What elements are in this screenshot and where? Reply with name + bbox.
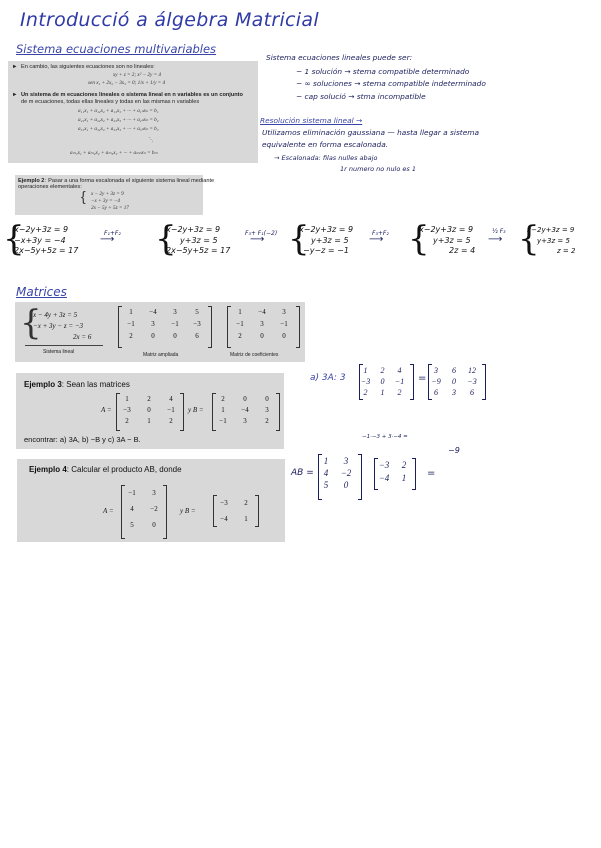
matrix-cell: −9 <box>431 377 441 386</box>
equation: −y−z = −1 <box>303 246 349 255</box>
matrix-cell: 1 <box>244 515 248 523</box>
brace: { <box>3 219 25 259</box>
bracket-right <box>208 306 212 348</box>
matrix-cell: 0 <box>152 521 156 529</box>
arrow-icon: ⟶ <box>488 234 503 245</box>
handwritten-scratch: −1·−3 + 3·−4 = <box>362 434 408 440</box>
matrix-cell: −4 <box>241 406 249 414</box>
matrix-cell: 3 <box>260 320 264 328</box>
example-2-eq: x − 2y + 3z = 9 <box>91 191 124 197</box>
note-line: − ∞ soluciones → stema compatible indeterminado <box>296 79 486 88</box>
matrix-cell: 3 <box>243 417 247 425</box>
matrix-a <box>121 489 165 529</box>
brace: { <box>518 219 540 259</box>
label-augmented-matrix: Matriz ampliada <box>143 352 179 358</box>
matrix-cell: 0 <box>343 480 349 490</box>
matrix-cell: −2 <box>150 505 158 513</box>
example-2-box <box>15 175 215 215</box>
arrow-icon: ⟶ <box>369 234 384 245</box>
note-resolution-heading: Resolución sistema lineal → <box>260 116 363 125</box>
handwritten-3a-label: a) 3A: 3 <box>310 373 346 383</box>
handwritten-ab-label: AB = <box>291 468 314 478</box>
example-4-title: Ejemplo 4 <box>29 465 67 474</box>
bracket-right <box>276 393 280 431</box>
matrix-cell: 5 <box>130 521 134 529</box>
label-coefficient-matrix: Matriz de coeficientes <box>230 352 279 358</box>
note-system-types: Sistema ecuaciones lineales puede ser: <box>266 53 413 62</box>
equation: −x + 3y − z = −3 <box>33 322 84 330</box>
nonlinear-eq-b: sen x₁ + 2x₂ − 3x₃ = 0; 1/x + 1/y = 4 <box>88 80 166 86</box>
matrices-box <box>15 302 305 362</box>
operation-label: F₁+F₂ <box>104 230 121 237</box>
system-step-3 <box>299 225 353 257</box>
bracket-right <box>255 495 259 527</box>
example-4-text: : Calcular el producto AB, donde <box>66 465 182 474</box>
general-eq-1: a₁₁x₁ + a₁₂x₂ + a₁₃x₃ + ··· + a₁ₙxₙ = b₁ <box>78 108 159 114</box>
matrix-cell: −1 <box>394 377 405 386</box>
section-heading-matrices: Matrices <box>16 285 67 299</box>
matrix-cell: 0 <box>151 332 155 340</box>
matrix-cell: 1 <box>401 473 407 483</box>
note-line: Utilizamos eliminación gaussiana — hasta llegar a sistema <box>262 128 479 137</box>
note-line: − 1 solución → stema compatible determinado <box>296 67 470 76</box>
matrix-b-label: y B = <box>188 406 204 414</box>
arrow-icon: ⟶ <box>100 234 115 245</box>
arrow-icon: ⟶ <box>250 234 265 245</box>
matrix-cell: 1 <box>380 388 385 397</box>
matrix-cell: −3 <box>378 460 390 470</box>
label-linear-system: Sistema lineal <box>43 349 75 355</box>
matrix-cell: −4 <box>258 308 266 316</box>
bracket-right <box>163 485 167 539</box>
matrix-cell: 1 <box>129 308 133 316</box>
matrix-cell: −4 <box>149 308 157 316</box>
brace: { <box>155 219 177 259</box>
matrix-cell: −1 <box>171 320 179 328</box>
general-eq-m: aₘ₁x₁ + aₘ₂x₂ + aₘ₃x₃ + ··· + aₘₙxₙ = bₘ <box>70 150 158 156</box>
example-2-text: : Pasar a una forma escalonada el siguiente sistema lineal mediante <box>45 178 215 184</box>
matrix-cell: 1 <box>147 417 151 425</box>
matrix-cell: 3 <box>151 320 155 328</box>
augmented-matrix <box>120 308 208 340</box>
matrix-cell: −1 <box>236 320 244 328</box>
equation: y+3z = 5 <box>433 235 471 245</box>
matrix-cell: −1 <box>167 406 175 414</box>
matrix-cell: 3 <box>152 489 156 497</box>
equals-sign: = <box>427 468 436 479</box>
brace: { <box>20 303 42 343</box>
matrix-cell: 2 <box>129 332 133 340</box>
matrix-cell: 0 <box>265 395 269 403</box>
section-heading-systems: Sistema ecuaciones multivariables <box>16 42 217 56</box>
matrix-cell: 2 <box>401 460 407 470</box>
equation: 2x = 6 <box>73 333 92 341</box>
bracket-right <box>482 364 486 400</box>
bracket-right <box>412 458 416 490</box>
bracket-right <box>410 364 414 400</box>
bracket-right <box>358 454 362 500</box>
matrix-cell: −4 <box>378 473 390 483</box>
equation: x−2y+3z = 9 <box>14 225 69 234</box>
bullet-icon: ► <box>12 92 18 98</box>
matrix-cell: 2 <box>238 332 242 340</box>
brace: { <box>288 219 310 259</box>
handwritten-matrix-a <box>316 456 356 490</box>
matrix-cell: 2 <box>244 499 248 507</box>
matrix-cell: 2 <box>147 395 151 403</box>
example-2-text: operaciones elementales: <box>18 184 82 190</box>
note-line: − cap solució → stma incompatible <box>296 92 426 101</box>
matrix-a-label: A = <box>103 507 114 515</box>
example-4-box <box>17 459 285 542</box>
matrix-cell: 4 <box>323 468 329 478</box>
nonlinear-eq-a: xy + z = 2; x² − 2y = 4 <box>113 72 161 78</box>
box-text: En cambio, las siguientes ecuaciones son no lineales: <box>21 64 155 70</box>
matrix-cell: −3 <box>220 499 228 507</box>
matrix-cell: 0 <box>173 332 177 340</box>
operation-label: ½ F₃ <box>492 228 506 235</box>
matrix-b <box>212 395 278 425</box>
equation: x−2y+3z = 9 <box>419 225 474 234</box>
example-2-eq: −x + 3y = −4 <box>91 198 120 204</box>
example-3-heading <box>24 380 130 389</box>
matrix-cell: 4 <box>169 395 173 403</box>
example-2-eq: 2x − 5y + 5z = 17 <box>91 205 129 211</box>
matrix-b <box>213 499 257 523</box>
bracket-right <box>180 393 184 431</box>
matrix-cell: 0 <box>452 377 456 386</box>
matrix-cell: 1 <box>363 366 368 375</box>
matrix-cell: 4 <box>130 505 134 513</box>
equation: 2z = 4 <box>449 246 476 255</box>
page-title: Introducció a álgebra Matricial <box>20 9 319 31</box>
handwritten-matrix-b <box>374 460 414 483</box>
example-4-heading <box>29 465 182 474</box>
box-text: de m ecuaciones, todas ellas lineales y todas en las mismas n variables <box>21 99 200 105</box>
matrix-cell: 6 <box>195 332 199 340</box>
matrix-cell: −1 <box>280 320 288 328</box>
matrix-cell: 0 <box>147 406 151 414</box>
matrix-cell: −1 <box>127 320 135 328</box>
bracket-right <box>296 306 300 348</box>
coefficient-matrix <box>229 308 295 340</box>
note-line: → Escalonada: filas nulles abajo <box>274 154 378 162</box>
ellipsis: ⋱ <box>148 137 154 143</box>
brace: { <box>81 188 86 204</box>
equation: y+3z = 5 <box>180 235 218 245</box>
matrix-cell: 1 <box>221 406 225 414</box>
matrix-cell: −1 <box>219 417 227 425</box>
underbrace <box>25 345 103 346</box>
box-text: Un sistema de m ecuaciones lineales o sistema lineal en n variables es un conjunto <box>21 92 243 98</box>
general-eq-2: a₂₁x₁ + a₂₂x₂ + a₂₃x₃ + ··· + a₂ₙxₙ = b₂ <box>78 117 159 123</box>
matrix-cell: 12 <box>468 366 476 375</box>
equation: x − 4y + 3z = 5 <box>33 311 78 319</box>
matrix-cell: 1 <box>125 395 129 403</box>
bullet-icon: ► <box>12 64 18 70</box>
linear-system <box>33 310 91 343</box>
handwritten-result-3a <box>427 366 481 397</box>
matrix-cell: 2 <box>265 417 269 425</box>
gauss-elimination-chain <box>0 218 601 270</box>
matrix-cell: 2 <box>169 417 173 425</box>
matrix-cell: 5 <box>323 480 329 490</box>
matrix-cell: 3 <box>452 388 456 397</box>
matrix-cell: 3 <box>173 308 177 316</box>
system-step-5 <box>527 225 575 257</box>
equation: x−2y+3z = 9 <box>166 225 221 234</box>
equation: x−2y+3z = 9 <box>527 226 575 234</box>
matrix-cell: −1 <box>128 489 136 497</box>
handwritten-result-entry: −9 <box>448 446 460 455</box>
matrix-a-label: A = <box>101 406 112 414</box>
matrix-cell: 0 <box>243 395 247 403</box>
matrix-cell: 3 <box>343 456 349 466</box>
note-line: equivalente en forma escalonada. <box>262 140 389 149</box>
handwritten-matrix-a <box>357 366 408 397</box>
example-3-text: : Sean las matrices <box>61 380 130 389</box>
equation: y+3z = 5 <box>537 236 570 245</box>
matrix-cell: 6 <box>470 388 474 397</box>
brace: { <box>408 219 430 259</box>
definition-box <box>8 61 258 163</box>
matrix-cell: 2 <box>221 395 225 403</box>
matrix-cell: 3 <box>265 406 269 414</box>
system-step-2 <box>166 225 230 257</box>
general-eq-3: a₃₁x₁ + a₃₂x₂ + a₃₃x₃ + ··· + a₃ₙxₙ = b₃ <box>78 126 159 132</box>
matrix-cell: −3 <box>467 377 477 386</box>
example-2-title: Ejemplo 2 <box>18 178 45 184</box>
matrix-cell: 0 <box>380 377 385 386</box>
equation: −x+3y = −4 <box>14 235 66 245</box>
operation-label: F₃+F₂ <box>372 230 389 237</box>
equation: x−2y+3z = 9 <box>299 225 354 234</box>
matrix-cell: 2 <box>363 388 368 397</box>
example-3-task: encontrar: a) 3A, b) −B y c) 3A − B. <box>24 435 141 444</box>
matrix-cell: −3 <box>193 320 201 328</box>
operation-label: F₃+ F₁(−2) <box>245 230 278 237</box>
matrix-a <box>116 395 182 425</box>
matrix-cell: 2 <box>125 417 129 425</box>
matrix-cell: 1 <box>238 308 242 316</box>
matrix-cell: −3 <box>360 377 371 386</box>
matrix-cell: 4 <box>397 366 402 375</box>
matrix-cell: 2 <box>397 388 402 397</box>
matrix-cell: 6 <box>452 366 456 375</box>
matrix-cell: 2 <box>380 366 385 375</box>
system-step-1 <box>14 225 78 257</box>
example-3-title: Ejemplo 3 <box>24 380 62 389</box>
matrix-cell: −2 <box>340 468 352 478</box>
equation: z = 2 <box>557 247 576 255</box>
system-step-4 <box>419 225 475 257</box>
note-line: 1r numero no nulo es 1 <box>340 165 416 173</box>
example-3-box <box>16 373 284 449</box>
matrix-cell: 1 <box>323 456 329 466</box>
matrix-cell: 0 <box>282 332 286 340</box>
matrix-cell: 3 <box>434 366 438 375</box>
matrix-cell: −3 <box>123 406 131 414</box>
equation: 2x−5y+5z = 17 <box>14 246 79 255</box>
matrix-b-label: y B = <box>180 507 196 515</box>
matrix-cell: 0 <box>260 332 264 340</box>
matrix-cell: 3 <box>282 308 286 316</box>
equals-sign: = <box>418 373 427 384</box>
equation: y+3z = 5 <box>311 235 349 245</box>
equation: 2x−5y+5z = 17 <box>166 246 231 255</box>
matrix-cell: −4 <box>220 515 228 523</box>
matrix-cell: 6 <box>434 388 438 397</box>
matrix-cell: 5 <box>195 308 199 316</box>
